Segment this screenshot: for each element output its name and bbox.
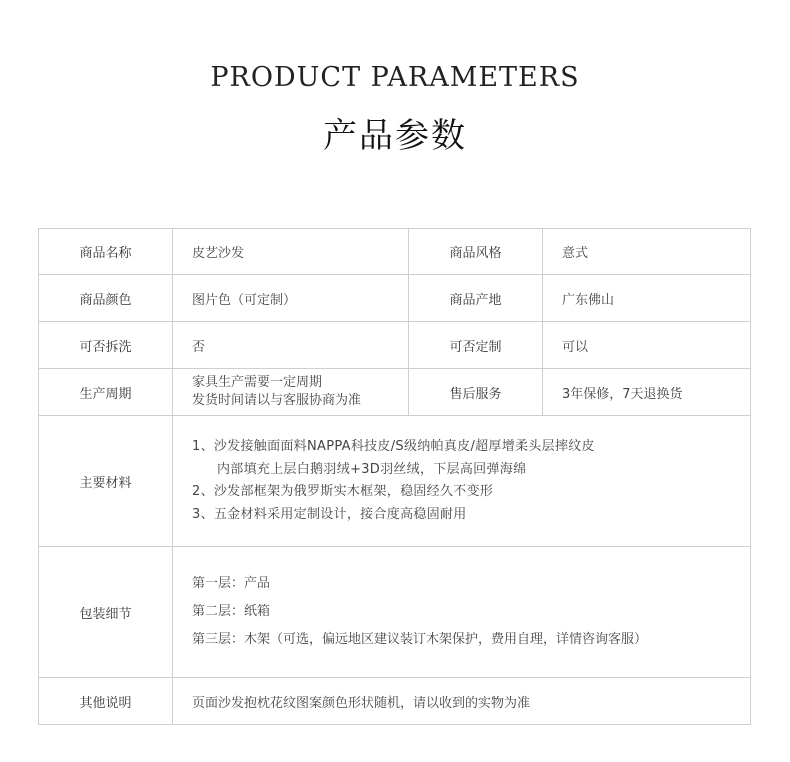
label-product-origin: 商品产地	[409, 275, 543, 322]
label-other-notes: 其他说明	[39, 678, 173, 725]
table-row-other	[39, 678, 751, 725]
material-line: 1、沙发接触面面料NAPPA科技皮/S级纳帕真皮/超厚增柔头层摔纹皮	[192, 439, 595, 454]
table-row	[39, 275, 751, 322]
value-materials	[173, 416, 751, 547]
production-cycle-line: 发货时间请以与客服协商为准	[192, 393, 362, 408]
label-customizable: 可否定制	[409, 322, 543, 369]
label-product-name: 商品名称	[39, 229, 173, 275]
label-product-color: 商品颜色	[39, 275, 173, 322]
table-row-materials	[39, 416, 751, 547]
value-product-name: 皮艺沙发	[173, 229, 409, 275]
value-after-sales: 3年保修，7天退换货	[543, 369, 751, 416]
value-product-origin: 广东佛山	[543, 275, 751, 322]
packaging-line: 第二层：纸箱	[192, 604, 271, 619]
value-customizable: 可以	[543, 322, 751, 369]
value-product-color: 图片色（可定制）	[173, 275, 409, 322]
label-materials: 主要材料	[39, 416, 173, 547]
value-packaging	[173, 547, 751, 678]
value-production-cycle	[173, 369, 409, 416]
material-line: 内部填充上层白鹅羽绒+3D羽丝绒，下层高回弹海绵	[217, 461, 527, 477]
value-product-style: 意式	[543, 229, 751, 275]
value-other-notes: 页面沙发抱枕花纹图案颜色形状随机，请以收到的实物为准	[173, 678, 751, 725]
value-washable: 否	[173, 322, 409, 369]
label-production-cycle: 生产周期	[39, 369, 173, 416]
title-chinese: 产品参数	[323, 116, 467, 156]
packaging-line: 第三层：木架（可选，偏远地区建议装订木架保护，费用自理，详情咨询客服）	[192, 632, 648, 647]
table-row	[39, 369, 751, 416]
production-cycle-line: 家具生产需要一定周期	[192, 375, 323, 390]
table-row	[39, 322, 751, 369]
table-row-packaging	[39, 547, 751, 678]
material-line: 3、五金材料采用定制设计，接合度高稳固耐用	[192, 506, 467, 522]
label-washable: 可否拆洗	[39, 322, 173, 369]
label-product-style: 商品风格	[409, 229, 543, 275]
material-line: 2、沙发部框架为俄罗斯实木框架，稳固经久不变形	[192, 484, 494, 499]
label-packaging: 包装细节	[39, 547, 173, 678]
label-after-sales: 售后服务	[409, 369, 543, 416]
packaging-line: 第一层：产品	[192, 576, 271, 591]
parameter-table	[38, 228, 751, 725]
title-english: PRODUCT PARAMETERS	[210, 62, 580, 93]
table-row	[39, 229, 751, 275]
